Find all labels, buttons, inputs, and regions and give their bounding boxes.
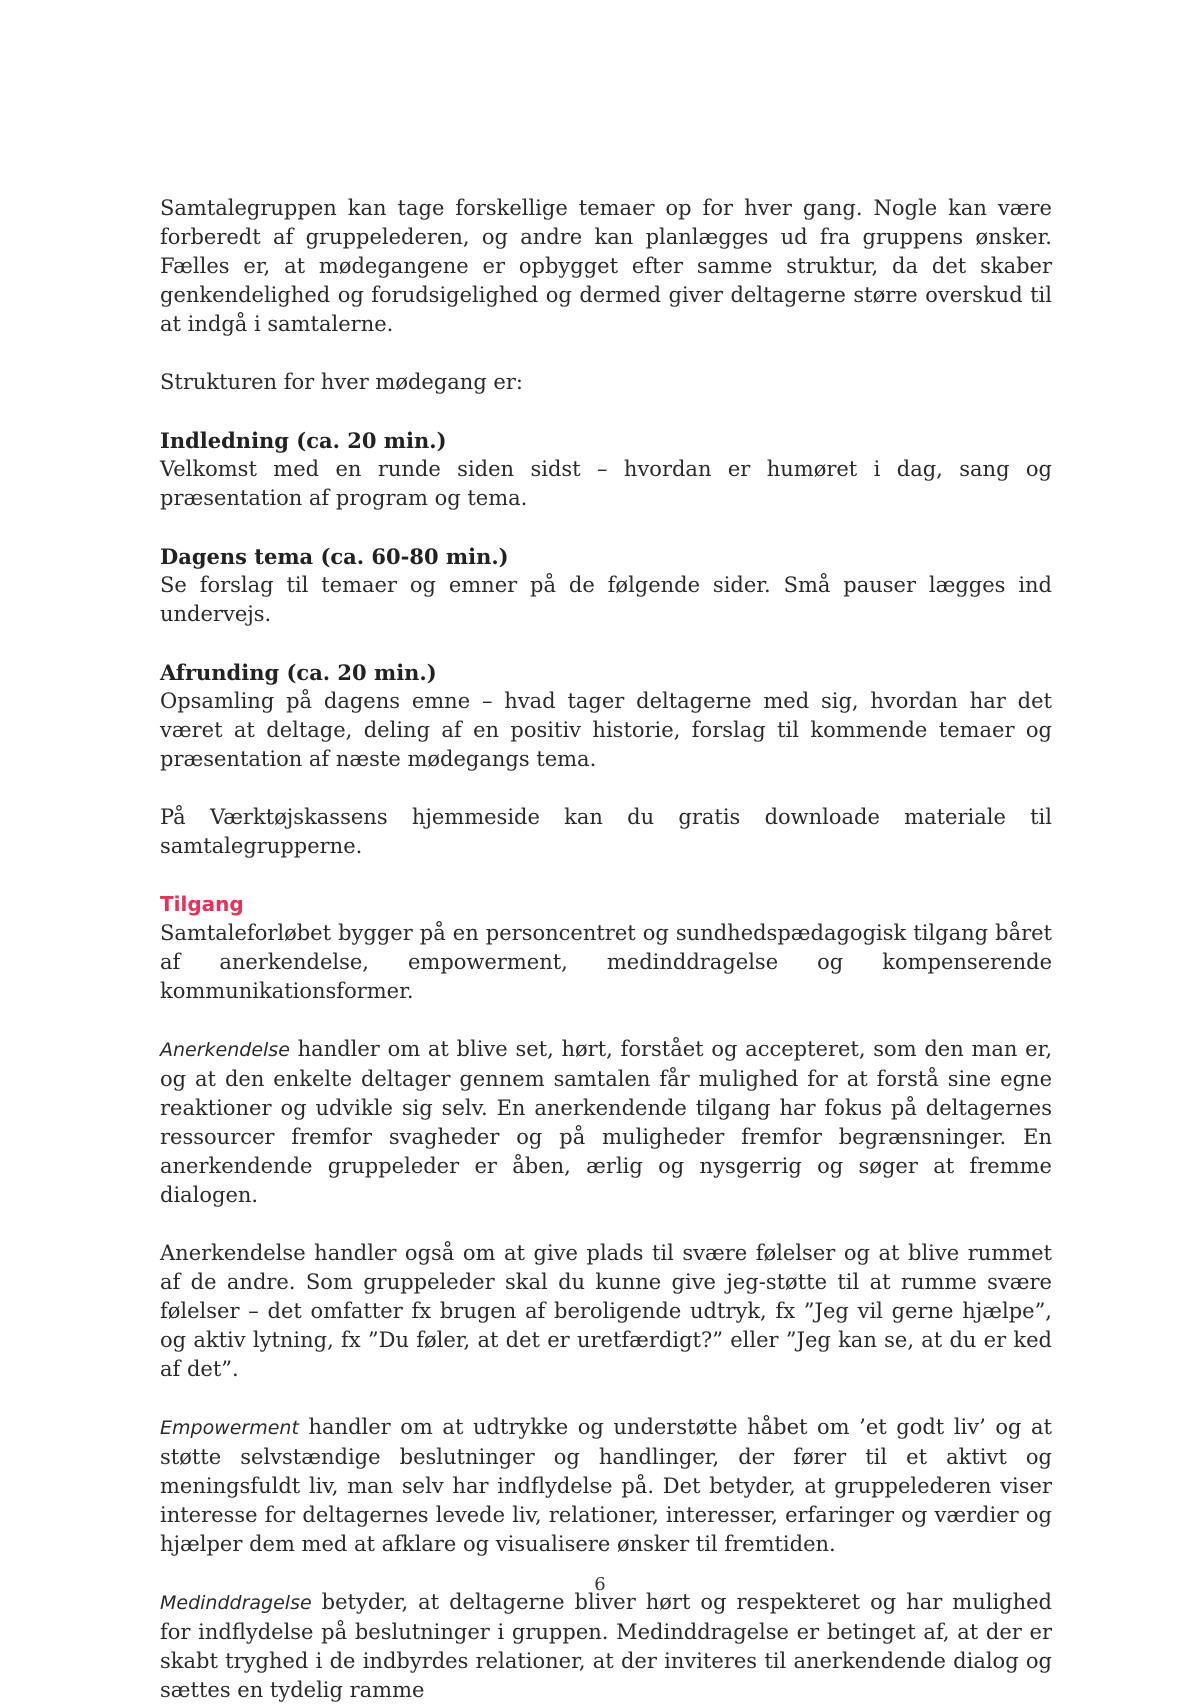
- spacer: [160, 629, 1052, 658]
- spacer: [160, 1384, 1052, 1413]
- spacer: [160, 397, 1052, 426]
- empowerment-term: Empowerment: [160, 1417, 299, 1439]
- empowerment-paragraph: [160, 1413, 1052, 1559]
- spacer: [160, 339, 1052, 368]
- medinddragelse-paragraph: [160, 1588, 1052, 1705]
- structure-item-dagens-tema: [160, 542, 1052, 629]
- page-content: [160, 194, 1052, 1705]
- intro-paragraph: Samtalegruppen kan tage forskellige temaer op for hver gang. Nogle kan være forberedt af gruppelederen, og andre kan planlægges ud fra gruppens ønsker. Fælles er, at mødegangene er opbygget efter samme struktur, da det skaber genkendelighed og forudsigelighed og dermed giver deltagerne større overskud til at indgå i samtalerne.: [160, 196, 1052, 336]
- spacer: [160, 861, 1052, 890]
- medinddragelse-text: betyder, at deltagerne bliver hørt og respekteret og har mulighed for indflydelse på beslutninger i gruppen. Medinddragelse er betinget af, at der er skabt tryghed i de indbyrdes relationer, at der inviteres til anerkendende dialog og sættes en tydelig ramme: [160, 1590, 1052, 1702]
- section-heading-tilgang: Tilgang: [160, 892, 244, 916]
- anerkendelse-text: handler om at blive set, hørt, forstået og accepteret, som den man er, og at den enkelte deltager gennem samtalen får mulighed for at forstå sine egne reaktioner og udvikle sig selv. En anerkendende tilgang har fokus på deltagernes ressourcer fremfor svagheder og på muligheder fremfor begrænsninger. En anerkendende gruppeleder er åben, ærlig og nysgerrig og søger at fremme dialogen.: [160, 1037, 1052, 1207]
- spacer: [160, 1006, 1052, 1035]
- anerkendelse-term: Anerkendelse: [160, 1039, 290, 1061]
- structure-text: Velkomst med en runde siden sidst – hvordan er humøret i dag, sang og præsentation af program og tema.: [160, 457, 1052, 510]
- structure-item-indledning: [160, 426, 1052, 513]
- empowerment-text: handler om at udtrykke og understøtte håbet om ’et godt liv’ og at støtte selvstændige beslutninger og handlinger, der fører til et aktivt og meningsfuldt liv, man selv har indflydelse på. Det betyder, at gruppelederen viser interesse for deltagernes levede liv, relationer, interesser, erfaringer og værdier og hjælper dem med at afklare og visualisere ønsker til fremtiden.: [160, 1415, 1052, 1556]
- structure-item-afrunding: [160, 658, 1052, 774]
- structure-heading: Indledning (ca. 20 min.): [160, 428, 447, 453]
- structure-heading: Dagens tema (ca. 60-80 min.): [160, 544, 509, 569]
- anerkendelse-paragraph-2: Anerkendelse handler også om at give plads til svære følelser og at blive rummet af de andre. Som gruppeleder skal du kunne give jeg-støtte til at rumme svære følelser – det omfatter fx brugen af beroligende udtryk, fx ”Jeg vil gerne hjælpe”, og aktiv lytning, fx ”Du føler, at det er uretfærdigt?” eller ”Jeg kan se, at du er ked af det”.: [160, 1241, 1052, 1381]
- spacer: [160, 774, 1052, 803]
- tilgang-intro: Samtaleforløbet bygger på en personcentret og sundhedspædagogisk tilgang båret af anerkendelse, empowerment, medinddragelse og kompenserende kommunikationsformer.: [160, 921, 1052, 1003]
- spacer: [160, 1210, 1052, 1239]
- structure-text: Opsamling på dagens emne – hvad tager deltagerne med sig, hvordan har det været at deltage, deling af en positiv historie, forslag til kommende temaer og præsentation af næste mødegangs tema.: [160, 689, 1052, 771]
- anerkendelse-paragraph: [160, 1035, 1052, 1210]
- structure-heading: Afrunding (ca. 20 min.): [160, 660, 437, 685]
- medinddragelse-term: Medinddragelse: [160, 1592, 312, 1614]
- structure-text: Se forslag til temaer og emner på de følgende sider. Små pauser lægges ind undervejs.: [160, 573, 1052, 626]
- page-number: 6: [594, 1574, 606, 1595]
- structure-intro: Strukturen for hver mødegang er:: [160, 370, 523, 394]
- download-note: På Værktøjskassens hjemmeside kan du gratis downloade materiale til samtalegrupperne.: [160, 805, 1052, 858]
- spacer: [160, 513, 1052, 542]
